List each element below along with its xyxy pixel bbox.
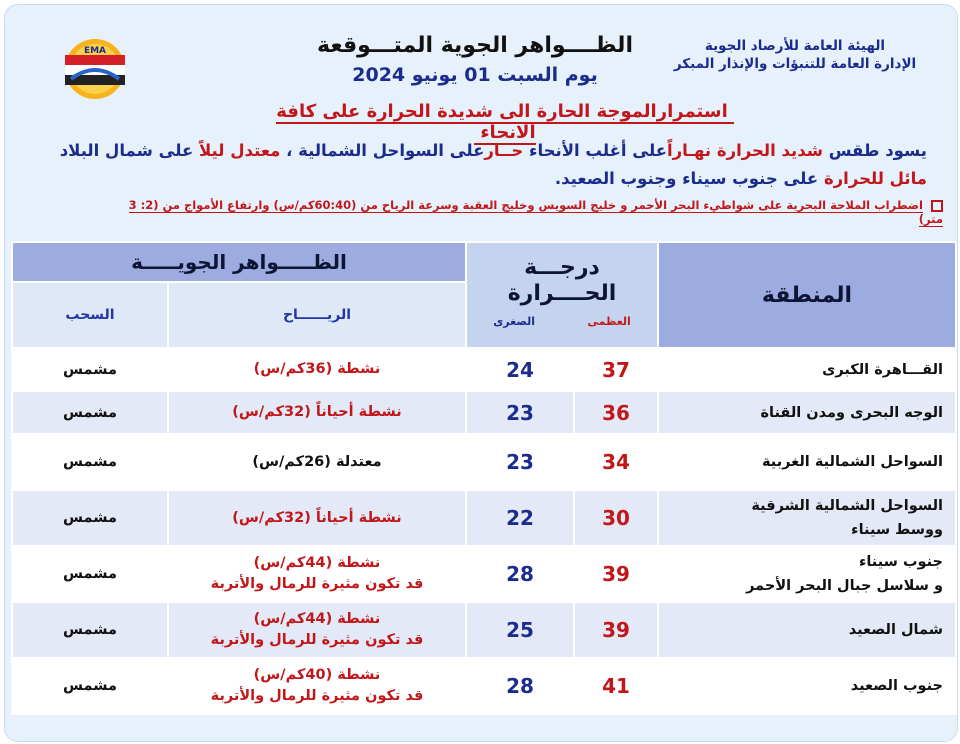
table-row: [12, 490, 956, 546]
summary-part: معتدل ليلاً: [199, 141, 281, 160]
summary-part: شديد الحرارة نهـاراً: [667, 141, 823, 160]
clouds-cell: مشمس: [12, 348, 168, 391]
page-title: الظــــواهر الجوية المتـــوقعة: [316, 33, 633, 58]
wind-cell: [168, 602, 466, 658]
max-temp-cell: 34: [574, 434, 658, 490]
wind-note: قد تكون مثيرة للرمال والأتربة: [210, 632, 424, 648]
region-cell: [658, 658, 956, 714]
header-clouds: السحب: [12, 282, 168, 348]
clouds-cell: مشمس: [12, 391, 168, 434]
summary-part: مائل للحرارة: [823, 169, 927, 188]
clouds-cell: مشمس: [12, 602, 168, 658]
header-max: العظمى: [587, 315, 631, 328]
table-row: [12, 391, 956, 434]
region-cell: [658, 546, 956, 602]
min-temp-cell: 25: [466, 602, 574, 658]
region-cell: [658, 391, 956, 434]
wind-cell: [168, 658, 466, 714]
header-wind: الريــــــاح: [168, 282, 466, 348]
max-temp-cell: 36: [574, 391, 658, 434]
region-name: جنوب الصعيد: [850, 678, 943, 694]
region-name: السواحل الشمالية الشرقية: [751, 498, 943, 514]
weather-summary: [45, 137, 927, 193]
header-temperature: [466, 242, 658, 348]
clouds-cell: مشمس: [12, 434, 168, 490]
header-phenomena: الظـــــواهر الجويـــــة: [12, 242, 466, 282]
min-temp-cell: 24: [466, 348, 574, 391]
wind-speed: معتدلة (26كم/س): [252, 453, 382, 470]
forecast-table: [11, 241, 957, 715]
region-name: شمال الصعيد: [848, 622, 943, 638]
max-temp-cell: 37: [574, 348, 658, 391]
table-row: [12, 546, 956, 602]
marine-warning-text: اضطراب الملاحة البحرية على شواطيء البحر الأحمر و خليج السويس وخليج العقبة وسرعة الرياح من (60:40كم/س) وارتفاع الأمواج من (2: 3 متر): [128, 198, 943, 226]
title-block: [255, 31, 695, 89]
region-name: القـــاهرة الكبرى: [822, 361, 943, 378]
org-line-2: الإدارة العامة للتنبؤات والإنذار المبكر: [673, 56, 917, 72]
region-cell: [658, 490, 956, 546]
clouds-cell: مشمس: [12, 490, 168, 546]
min-temp-cell: 23: [466, 391, 574, 434]
table-row: [12, 602, 956, 658]
wind-speed: نشطة (36كم/س): [253, 361, 381, 377]
wind-cell: [168, 434, 466, 490]
max-temp-cell: 41: [574, 658, 658, 714]
min-temp-cell: 28: [466, 546, 574, 602]
clouds-cell: مشمس: [12, 546, 168, 602]
max-temp-cell: 39: [574, 602, 658, 658]
headline-text: استمرارالموجة الحارة الى شديدة الحرارة على كافة الانحاء: [276, 101, 734, 145]
region-name: الوجه البحرى ومدن القناة: [760, 404, 943, 421]
region-cell: [658, 348, 956, 391]
header-region: المنطقة: [658, 242, 956, 348]
header-temp-line1: درجـــة: [524, 255, 600, 280]
min-temp-cell: 23: [466, 434, 574, 490]
wind-cell: [168, 391, 466, 434]
table-row: [12, 434, 956, 490]
wind-speed: نشطة (44كم/س): [253, 611, 381, 627]
org-line-1: الهيئة العامة للأرصاد الجوية: [704, 38, 886, 54]
forecast-card: [4, 4, 958, 742]
max-temp-cell: 39: [574, 546, 658, 602]
organization-name: [655, 37, 935, 73]
wind-speed: نشطة أحياناً (32كم/س): [232, 509, 402, 526]
marine-warning: [123, 198, 943, 226]
clouds-cell: مشمس: [12, 658, 168, 714]
wind-note: قد تكون مثيرة للرمال والأتربة: [210, 576, 424, 592]
wind-cell: [168, 348, 466, 391]
wind-speed: نشطة (44كم/س): [253, 555, 381, 571]
summary-part: حــار: [484, 141, 524, 160]
header-min: الصغرى: [493, 315, 536, 328]
min-temp-cell: 28: [466, 658, 574, 714]
summary-part: على جنوب سيناء وجنوب الصعيد.: [554, 169, 824, 188]
region-name-line2: ووسط سيناء: [851, 522, 943, 538]
region-cell: [658, 602, 956, 658]
forecast-date: يوم السبت 01 يونيو 2024: [352, 64, 598, 86]
square-bullet-icon: [931, 200, 943, 212]
wind-note: قد تكون مثيرة للرمال والأتربة: [210, 688, 424, 704]
region-name: السواحل الشمالية الغربية: [762, 454, 943, 470]
region-cell: [658, 434, 956, 490]
summary-part: على السواحل الشمالية ،: [280, 141, 485, 160]
summary-part: على شمال البلاد: [59, 141, 200, 160]
ema-logo-icon: [51, 35, 139, 101]
logo-text: EMA: [83, 46, 107, 56]
wind-cell: [168, 490, 466, 546]
wind-cell: [168, 546, 466, 602]
header-temp-line2: الحــــرارة: [507, 281, 617, 306]
max-temp-cell: 30: [574, 490, 658, 546]
table-row: [12, 658, 956, 714]
wind-speed: نشطة أحياناً (32كم/س): [232, 404, 402, 420]
summary-part: يسود طقس: [822, 141, 927, 160]
min-temp-cell: 22: [466, 490, 574, 546]
region-name: جنوب سيناء: [858, 554, 943, 570]
region-name-line2: و سلاسل جبال البحر الأحمر: [746, 578, 943, 594]
table-row: [12, 348, 956, 391]
wind-speed: نشطة (40كم/س): [253, 667, 381, 683]
summary-part: على أغلب الأنحاء: [523, 141, 668, 160]
